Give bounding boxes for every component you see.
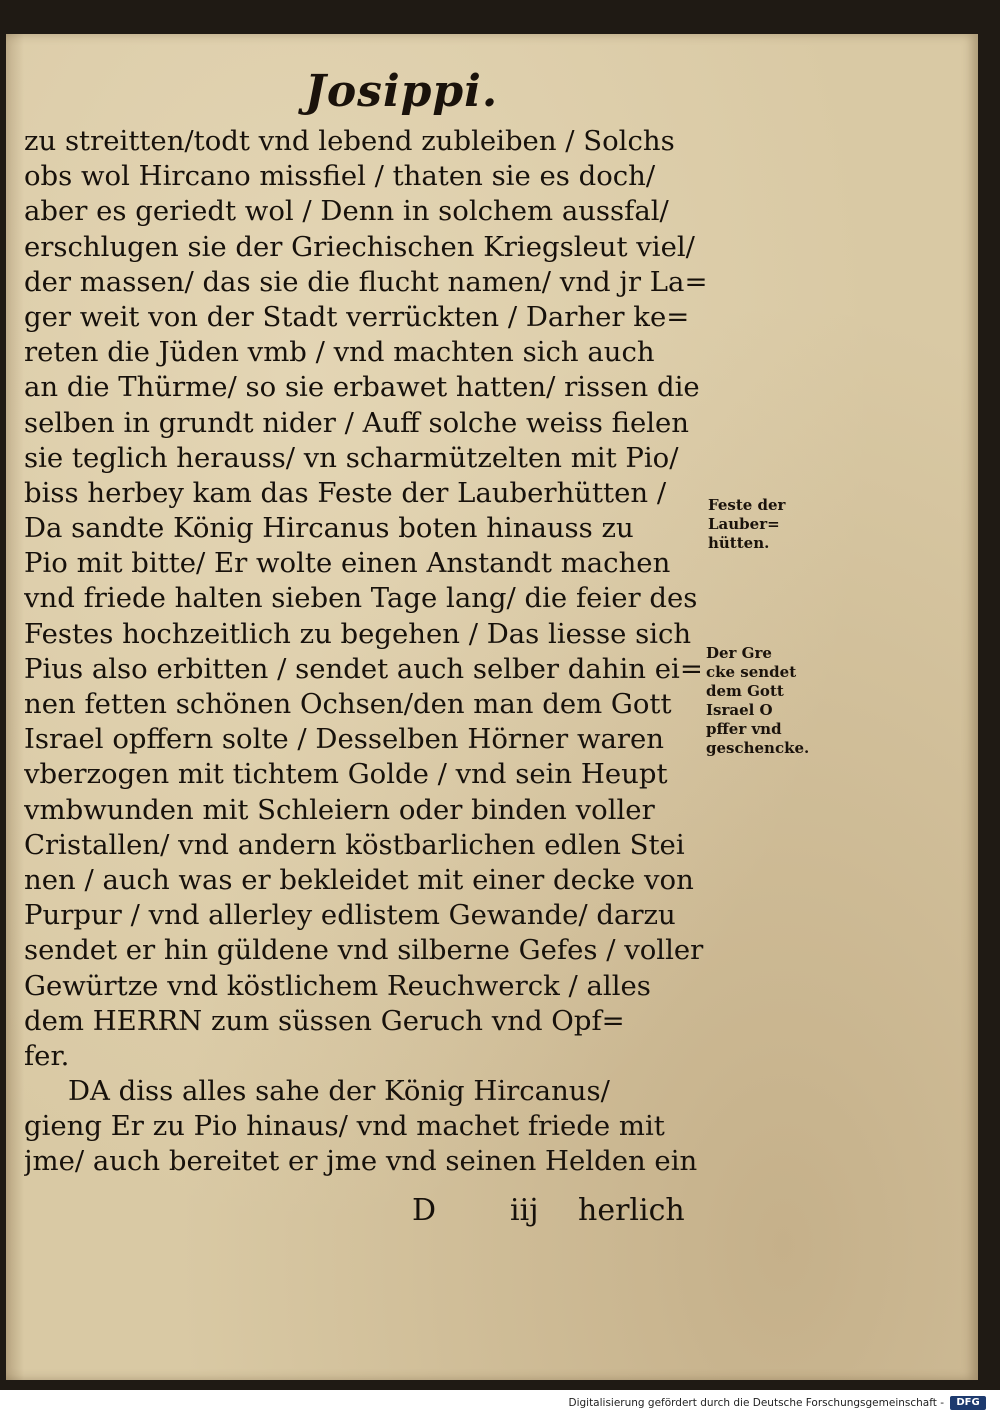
margin-note-line: pffer vnd [706, 720, 782, 738]
margin-note-line: dem Gott [706, 682, 784, 700]
text-line: Pio mit bitte/ Er wolte einen Anstandt machen [24, 547, 671, 580]
text-line: vnd friede halten sieben Tage lang/ die feier des [24, 582, 698, 615]
signature-number: iij [510, 1193, 539, 1228]
text-line: gieng Er zu Pio hinaus/ vnd machet friede mit [24, 1110, 665, 1143]
text-line: Festes hochzeitlich zu begehen / Das liesse sich [24, 617, 692, 650]
text-line: erschlugen sie der Griechischen Kriegsleut viel/ [24, 230, 695, 263]
text-line: DA diss alles sahe der König Hircanus/ [68, 1075, 610, 1108]
margin-note-line: Israel O [706, 701, 773, 719]
margin-note-feast [708, 496, 785, 553]
text-line: reten die Jüden vmb / vnd machten sich auch [24, 336, 655, 369]
text-line: Israel opffern solte / Desselben Hörner waren [24, 723, 665, 756]
text-line: dem HERRN zum süssen Geruch vnd Opf= [24, 1004, 625, 1037]
margin-note-line: Lauber= [708, 515, 780, 533]
text-line: sendet er hin güldene vnd silberne Gefes / voller [24, 934, 704, 967]
dfg-logo: DFG [950, 1396, 986, 1410]
text-line: vberzogen mit tichtem Golde / vnd sein Heupt [24, 758, 668, 791]
text-line: der massen/ das sie die flucht namen/ vnd jr La= [24, 265, 708, 298]
text-line: Gewürtze vnd köstlichem Reuchwerck / alles [24, 969, 651, 1002]
text-line: nen fetten schönen Ochsen/den man dem Gott [24, 688, 672, 720]
margin-note-offering [706, 644, 809, 758]
text-line: Cristallen/ vnd andern köstbarlichen edlen Stei [24, 828, 685, 861]
margin-note-line: Der Gre [706, 644, 772, 662]
catchword: herlich [578, 1193, 685, 1228]
text-line: Da sandte König Hircanus boten hinauss zu [24, 512, 634, 545]
text-line: ger weit von der Stadt verrückten / Darher ke= [24, 300, 690, 333]
text-line: Pius also erbitten / sendet auch selber dahin ei= [24, 652, 703, 685]
margin-note-line: hütten. [708, 534, 770, 552]
text-line: nen / auch was er bekleidet mit einer decke von [24, 863, 694, 896]
text-line: aber es geriedt wol / Denn in solchem aussfal/ [24, 195, 669, 228]
margin-note-line: cke sendet [706, 663, 797, 681]
running-head: Josippi. [305, 66, 499, 117]
text-line: jme/ auch bereitet er jme vnd seinen Helden ein [24, 1145, 698, 1178]
text-line: selben in grundt nider / Auff solche weiss fielen [24, 406, 690, 439]
text-line: vmbwunden mit Schleiern oder binden voller [24, 793, 655, 826]
text-line: obs wol Hircano missfiel / thaten sie es doch/ [24, 160, 656, 193]
funding-credit: Digitalisierung gefördert durch die Deutsche Forschungsgemeinschaft - [568, 1397, 944, 1409]
text-line: an die Thürme/ so sie erbawet hatten/ rissen die [24, 371, 700, 404]
margin-note-line: Feste der [708, 496, 786, 514]
margin-note-line: geschencke. [706, 739, 810, 757]
text-line: zu streitten/todt vnd lebend zubleiben / Solchs [24, 125, 675, 157]
text-line: biss herbey kam das Feste der Lauberhütten / [24, 476, 667, 509]
text-line: Purpur / vnd allerley edlistem Gewande/ darzu [24, 899, 676, 932]
text-line: fer. [24, 1039, 70, 1072]
signature-mark: D [412, 1193, 437, 1228]
body-text [24, 124, 714, 1180]
text-line: sie teglich herauss/ vn scharmützelten mit Pio/ [24, 441, 679, 474]
